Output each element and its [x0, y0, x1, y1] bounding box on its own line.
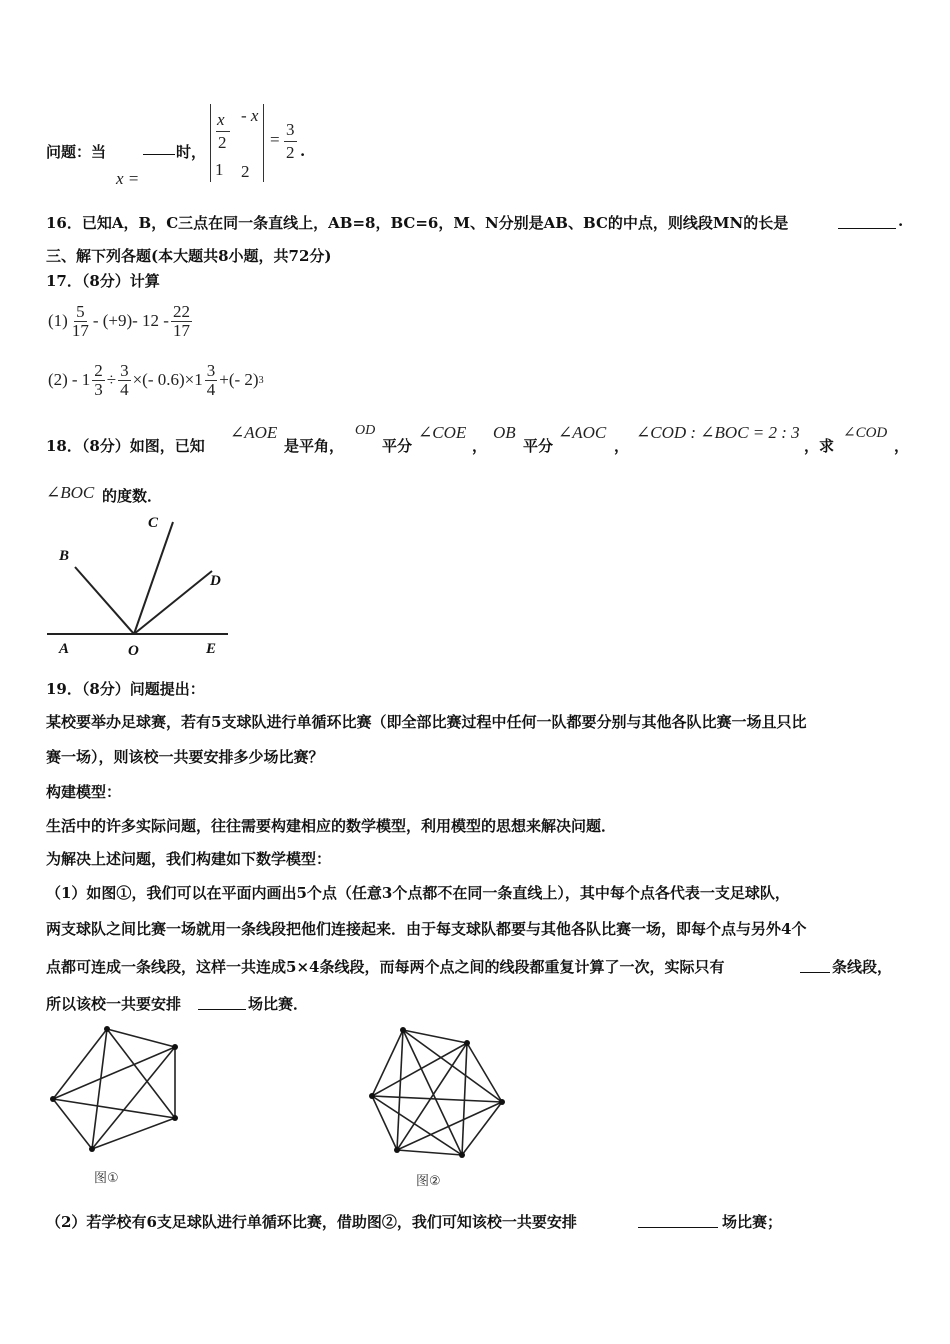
q19-p7a: 点都可连成一条线段，这样一共连成5×4条线段，而每两个点之间的线段都重复计算了一次，实际只有 [46, 958, 725, 976]
q17-p1-label: (1) [48, 311, 68, 331]
det-c: 1 [215, 160, 224, 179]
q17-p2-mid: ×(- 0.6)×1 [132, 370, 203, 390]
q17-p1-frac2: $\frac{22}{17}$ [172, 302, 190, 340]
q17-p2-label: (2) [48, 370, 68, 390]
q18-aoe: ∠AOE [230, 423, 278, 442]
section-3-title: 三、解下列各题(本大题共8小题，共72分) [46, 247, 332, 265]
q16-end: . [898, 212, 904, 230]
vertex [499, 1099, 505, 1105]
det-b: - x [241, 106, 259, 125]
edge [372, 1043, 467, 1096]
det-a: x [217, 110, 225, 129]
q17-p2-frac3: $\frac{3}{4}$ [206, 361, 216, 399]
q15-x-eq: x = [116, 169, 140, 188]
fig-label-e: E [206, 641, 217, 657]
q19-p5: （1）如图①，我们可以在平面内画出5个点（任意3个点都不在同一条直线上），其中每个点各代表一支足球队， [46, 884, 790, 902]
q17-p2-a: - 1 [71, 370, 91, 390]
edge [462, 1043, 467, 1155]
vertex [394, 1147, 400, 1153]
fig-label-b: B [59, 548, 70, 564]
q18-boc: ∠BOC [46, 483, 95, 502]
fig-label-a: A [59, 641, 70, 657]
det-d: 2 [241, 162, 250, 181]
edge [372, 1030, 403, 1096]
q18-aoc: ∠AOC [558, 423, 607, 442]
q18-t8: 的度数． [102, 487, 163, 505]
q17-p2-frac2: $\frac{3}{4}$ [120, 361, 129, 399]
edge [397, 1150, 462, 1155]
q18-ratio: ∠COD : ∠BOC = 2 : 3 [636, 423, 800, 442]
q19-title: 19．（8分）问题提出： [46, 680, 205, 698]
q18-od: OD [355, 423, 376, 438]
q18-t6: ，求 [804, 437, 835, 455]
q17-p1-frac1: $\frac{5}{17}$ [71, 302, 89, 340]
q18-coe: ∠COE [418, 423, 467, 442]
q15-end: . [300, 142, 306, 160]
q15-suffix: 时， [176, 143, 207, 161]
q18-t1: 是平角， [284, 437, 345, 455]
q18-t4: 平分 [523, 437, 554, 455]
q18-t5: ， [614, 437, 630, 455]
q18-t3: ， [472, 437, 488, 455]
q19-p1: 某校要举办足球赛，若有5支球队进行单循环比赛（即全部比赛过程中任何一队都要分别与其他各队比赛一场且只比 [46, 713, 807, 731]
q18-ob: OB [493, 423, 516, 442]
fig-label-o: O [128, 643, 139, 659]
q18-title: 18．（8分）如图，已知 [46, 437, 205, 455]
vertex [459, 1152, 465, 1158]
vertex [400, 1027, 406, 1033]
fig-label-d: D [210, 573, 221, 589]
q15-equals: = [270, 130, 280, 149]
q19-p2: 赛一场），则该校一共要安排多少场比赛？ [46, 748, 324, 766]
vertex [464, 1040, 470, 1046]
edge [397, 1030, 403, 1150]
q15-rhs-num: 3 [286, 120, 295, 139]
q18-t2: 平分 [382, 437, 413, 455]
q15-prefix: 问题：当 [46, 143, 107, 161]
q17-p2-frac1: $\frac{2}{3}$ [94, 361, 103, 399]
q17-p2-end: +(- 2) [219, 370, 259, 390]
q19-model-heading: 构建模型： [46, 783, 122, 801]
det-a-den: 2 [218, 133, 227, 152]
edge [467, 1043, 502, 1102]
q17-p2-exp: 3 [258, 374, 264, 386]
q19-p8b: 场比赛． [248, 995, 309, 1013]
q19-p9a: （2）若学校有6支足球队进行单循环比赛，借助图②，我们可知该校一共要安排 [46, 1213, 577, 1231]
q17-p2-div: ÷ [106, 370, 117, 390]
q17-title: 17．（8分）计算 [46, 272, 160, 290]
edge [462, 1102, 502, 1155]
q17-p1-mid: - (+9)- 12 - [92, 311, 169, 331]
q19-p9b: 场比赛； [722, 1213, 783, 1231]
q19-p8a: 所以该校一共要安排 [46, 995, 182, 1013]
q19-p4: 为解决上述问题，我们构建如下数学模型： [46, 850, 332, 868]
q15-rhs-den: 2 [286, 143, 295, 162]
q19-p3: 生活中的许多实际问题，往往需要构建相应的数学模型，利用模型的思想来解决问题． [46, 817, 617, 835]
fig-label-c: C [148, 515, 159, 531]
q19-p7b: 条线段， [832, 958, 893, 976]
q19-blank-games6 [638, 1227, 718, 1228]
q16-text: 16．已知A，B，C三点在同一条直线上，AB=8，BC=6，M、N分别是AB、BC的中点，则线段MN的长是 [46, 214, 789, 232]
q19-p6: 两支球队之间比赛一场就用一条线段把他们连接起来．由于每支球队都要与其他各队比赛一场，即每个点与另外4个 [46, 920, 807, 938]
vertex [369, 1093, 375, 1099]
figure-1-caption: 图① [94, 1171, 119, 1186]
figure-2-caption: 图② [416, 1174, 441, 1189]
q18-t7: ， [894, 437, 910, 455]
q18-cod: ∠COD [843, 425, 888, 441]
